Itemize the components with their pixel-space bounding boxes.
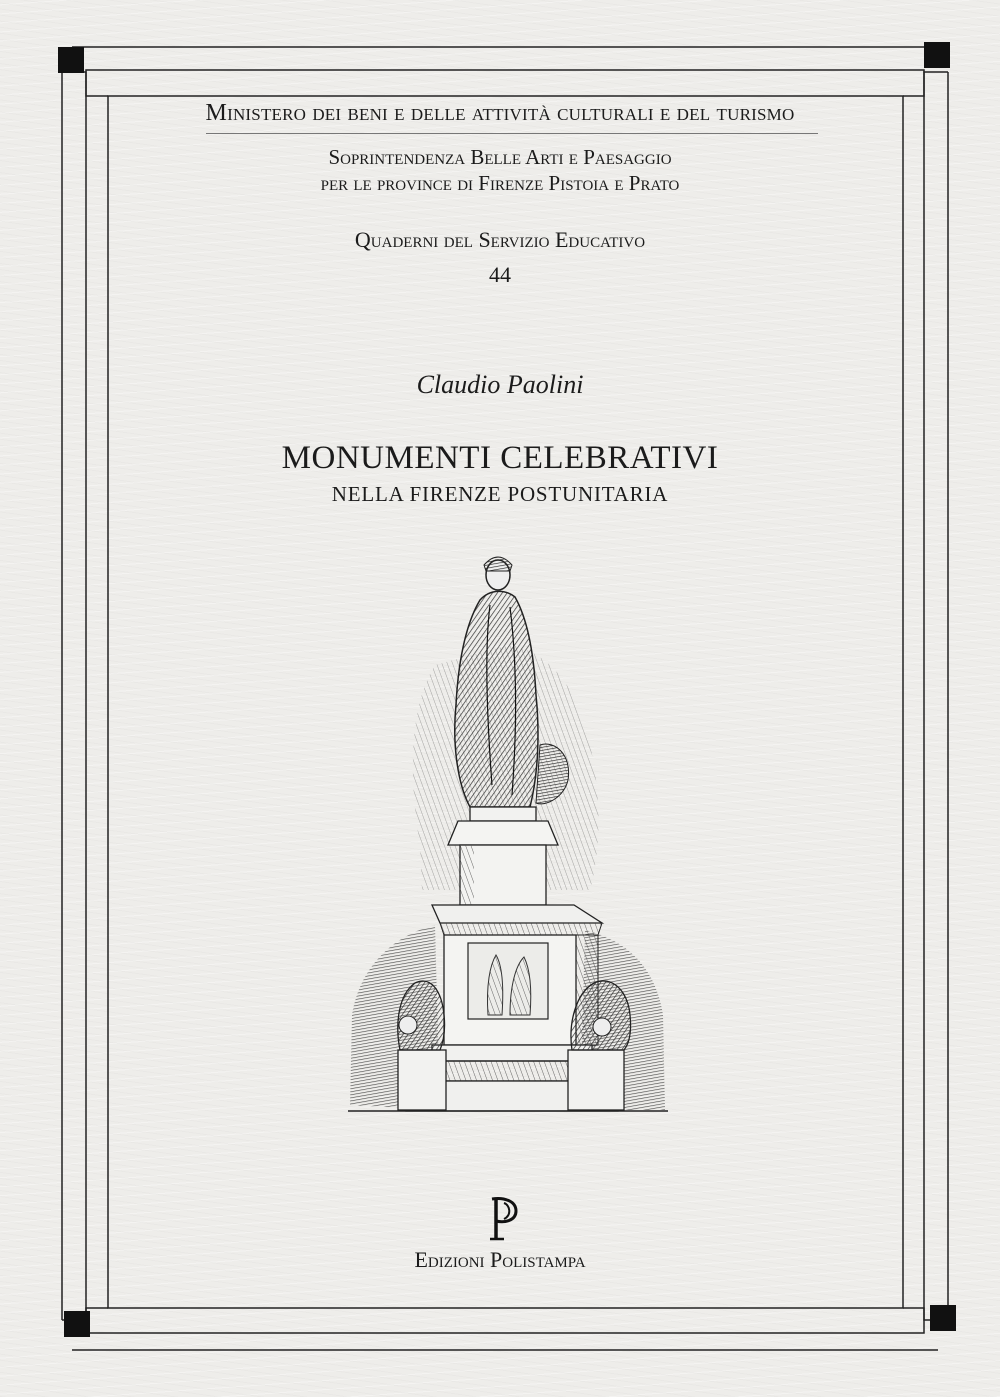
soprintendenza-line-1: Soprintendenza Belle Arti e Paesaggio xyxy=(328,145,672,169)
series-number: 44 xyxy=(489,262,511,287)
book-title: MONUMENTI CELEBRATIVI xyxy=(281,440,719,476)
series-name: Quaderni del Servizio Educativo xyxy=(354,227,646,252)
corner-square-top-right xyxy=(924,42,950,68)
book-subtitle: NELLA FIRENZE POSTUNITARIA xyxy=(331,482,669,506)
ministry-divider xyxy=(206,133,818,134)
monument-engraving-image xyxy=(340,545,675,1117)
soprintendenza-line-2: per le province di Firenze Pistoia e Prato xyxy=(320,171,680,195)
corner-square-top-left xyxy=(58,47,84,73)
publisher-logo xyxy=(482,1195,522,1243)
publisher-name: Edizioni Polistampa xyxy=(414,1247,586,1272)
author-name: Claudio Paolini xyxy=(416,370,584,399)
corner-square-bottom-left xyxy=(64,1311,90,1337)
publisher-logo-letter: P xyxy=(502,1225,503,1226)
ministry-heading: Ministero dei beni e delle attività culturali e del turismo xyxy=(205,100,795,126)
corner-square-bottom-right xyxy=(930,1305,956,1331)
